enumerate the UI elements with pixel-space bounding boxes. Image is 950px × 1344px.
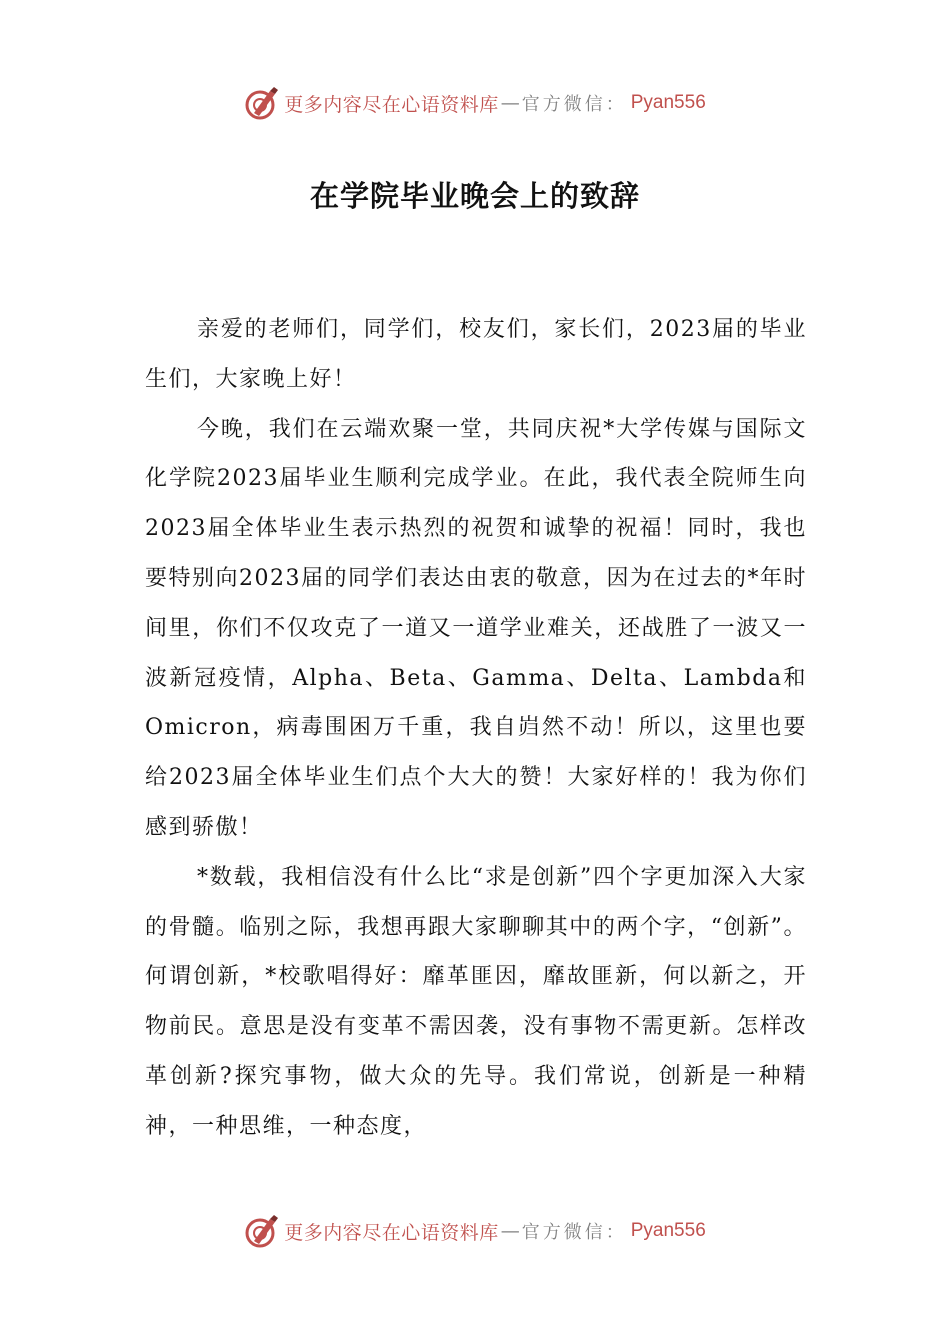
wechat-label: 官方微信：: [521, 1222, 627, 1243]
paragraph-congratulations: 今晚，我们在云端欢聚一堂，共同庆祝*大学传媒与国际文化学院2023届毕业生顺利完成学业。在此，我代表全院师生向2023届全体毕业生表示热烈的祝贺和诚挚的祝福！同时，我也要特别向2023届的同学们表达由衷的敬意，因为在过去的*年时间里，你们不仅攻克了一道又一道学业难关，还战胜了一波又一波新冠疫情，Alpha、Beta、Gamma、Delta、Lambda和Omicron，病毒围困万千重，我自岿然不动！所以，这里也要给2023届全体毕业生们点个大大的赞！大家好样的！我为你们感到骄傲！: [145, 416, 807, 840]
paragraph-innovation: *数载，我相信没有什么比“求是创新”四个字更加深入大家的骨髓。临别之际，我想再跟大家聊聊其中的两个字，“创新”。何谓创新，*校歌唱得好：靡革匪因，靡故匪新，何以新之，开物前民。意思是没有变革不需因袭，没有事物不需更新。怎样改革创新?探究事物，做大众的先导。我们常说，创新是一种精神，一种思维，一种态度，: [145, 864, 807, 1139]
pen-logo-icon: [244, 1213, 280, 1249]
paragraph-greeting: 亲爱的老师们，同学们，校友们，家长们，2023届的毕业生们，大家晚上好！: [145, 317, 807, 392]
document-title: 在学院毕业晚会上的致辞: [309, 179, 640, 213]
banner-separator: —: [500, 92, 520, 114]
wechat-id: Pyan556: [630, 1220, 706, 1241]
wechat-label: 官方微信：: [521, 94, 627, 115]
document-body: [145, 305, 807, 1152]
wechat-id: Pyan556: [630, 92, 706, 113]
site-slogan: 更多内容尽在心语资料库: [284, 1221, 499, 1244]
footer-banner: [0, 1211, 950, 1251]
pen-logo-icon: [244, 85, 280, 121]
site-slogan: 更多内容尽在心语资料库: [284, 93, 499, 116]
banner-separator: —: [500, 1220, 520, 1242]
header-banner: [0, 83, 950, 123]
